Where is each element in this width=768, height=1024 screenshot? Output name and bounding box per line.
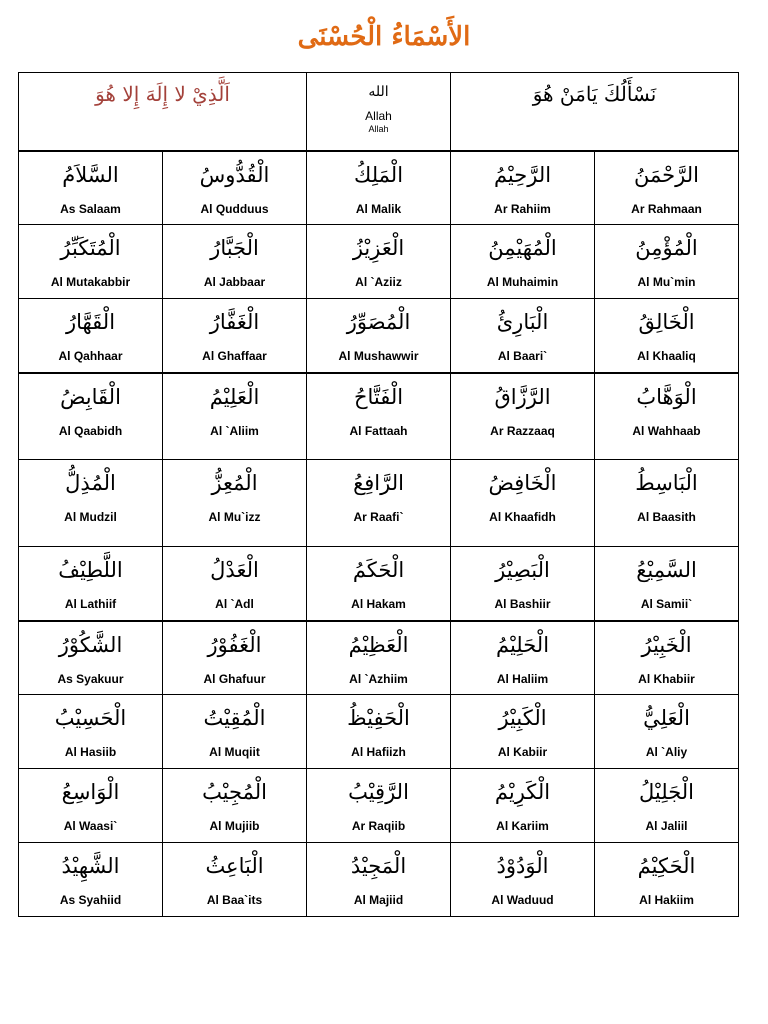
arabic-name: الرَّزَّاقُ [494,384,551,409]
name-cell [19,621,163,695]
header-left-arabic: اَلَّذِيْ لا إِلَهَ إِلا هُوَ [95,82,230,106]
latin-name: Al Malik [355,201,402,216]
name-cell [451,373,595,460]
arabic-name: الْعَلِيُّ [643,706,690,730]
latin-name: Al Mudzil [64,510,117,524]
table-row [19,769,739,843]
latin-name: Al Samii` [640,597,693,611]
arabic-name: الشَّكُوْرُ [58,632,123,657]
name-cell [163,769,307,843]
latin-name: Ar Rahiim [494,201,551,216]
name-cell [595,621,739,695]
arabic-name: الْقُدُّوسُ [199,162,270,187]
arabic-name: الْخَبِيْرُ [641,632,692,657]
arabic-name: الْعَلِيْمُ [209,384,260,409]
latin-name: As Salaam [60,201,121,216]
name-cell [19,460,163,547]
arabic-name: الْحَسِيْبُ [54,706,127,730]
arabic-name: الْخَافِضُ [488,471,557,495]
name-cell [451,769,595,843]
arabic-name: الْحَلِيْمُ [495,632,550,657]
latin-name: Al Baasith [637,510,696,524]
latin-name: Al Khaafidh [489,510,556,524]
arabic-name: الْغَفَّارُ [209,310,260,334]
arabic-name: الْوَاسِعُ [61,780,120,804]
table-row [19,373,739,460]
latin-name: Al Baa`its [206,893,263,907]
name-cell [19,695,163,769]
name-cell [451,843,595,917]
header-left-cell [19,73,307,151]
latin-name: Al `Azhiim [349,671,408,686]
name-cell [451,695,595,769]
arabic-name: الرَّحِيْمُ [493,162,552,187]
name-cell [19,373,163,460]
latin-name: Al Muhaimin [486,275,559,289]
name-cell [19,769,163,843]
arabic-name: الْمُقِيْتُ [203,706,266,730]
latin-name: Al Kariim [496,819,549,833]
header-row [19,73,739,151]
latin-name: Ar Raafi` [353,510,404,524]
name-cell [595,373,739,460]
arabic-name: الْحَفِيْظُ [347,706,410,730]
arabic-name: الْقَابِضُ [60,384,121,409]
name-cell [595,225,739,299]
latin-name: Al Hasiib [64,745,117,759]
latin-name: Al Kabiir [497,745,548,759]
name-cell [451,225,595,299]
arabic-name: الْقَهَّارُ [65,310,116,334]
name-cell [163,299,307,373]
names-body [19,151,739,917]
arabic-name: الْجَبَّارُ [210,236,259,260]
latin-name: Al Hakam [351,597,406,611]
arabic-name: الْخَالِقُ [638,310,695,334]
latin-name: Al Mu`min [637,275,696,289]
table-row [19,547,739,621]
arabic-name: الْحَكَمُ [352,558,405,582]
arabic-name: الْعَزِيْزُ [352,236,405,260]
table-row [19,460,739,547]
arabic-name: الْجَلِيْلُ [639,780,694,804]
arabic-name: الْمُتَكَبِّرُ [60,236,121,260]
arabic-name: الْمَجِيْدُ [350,854,407,878]
arabic-name: الْحَكِيْمُ [637,854,696,878]
latin-name: Al Majiid [353,893,404,907]
latin-name: Al Muqiit [209,745,260,759]
arabic-name: الْمُذِلُّ [65,471,116,495]
latin-name: Al Jaliil [645,819,688,833]
name-cell [307,621,451,695]
name-cell [19,547,163,621]
table-row [19,151,739,225]
name-cell [19,843,163,917]
latin-name: As Syakuur [57,671,124,686]
asmaul-husna-table [18,72,739,917]
name-cell [307,299,451,373]
arabic-name: الْبَاعِثُ [205,854,264,878]
table-row [19,695,739,769]
name-cell [451,621,595,695]
latin-name: Al Jabbaar [203,275,266,289]
name-cell [307,460,451,547]
name-cell [19,225,163,299]
arabic-name: الْمُؤْمِنُ [635,236,698,260]
header-right-arabic: نَسْأَلُكَ يَامَنْ هُوَ [532,82,657,106]
latin-name: Al Khaaliq [637,349,696,363]
arabic-name: الْبَاسِطُ [635,471,698,495]
arabic-name: الشَّهِيْدُ [61,854,120,878]
name-cell [595,299,739,373]
latin-name: Al Mutakabbir [50,275,131,289]
latin-name: Ar Razzaaq [490,423,555,438]
latin-name: Al Mu`izz [208,510,261,524]
latin-name: Al Bashiir [494,597,551,611]
name-cell [307,151,451,225]
name-cell [595,547,739,621]
name-cell [451,151,595,225]
arabic-name: اللَّطِيْفُ [58,558,123,582]
latin-name: Al `Adl [215,597,254,611]
name-cell [19,151,163,225]
latin-name: Al Ghafuur [203,671,266,686]
header-center-arabic: الله [368,84,389,100]
arabic-name: الْمُهَيْمِنُ [488,236,557,260]
name-cell [307,373,451,460]
arabic-name: الْبَصِيْرُ [495,558,550,582]
table-row [19,843,739,917]
name-cell [307,225,451,299]
latin-name: Al Waduud [491,893,554,907]
header-center-latin-small: Allah [368,124,389,134]
header-center-latin: Allah [365,109,392,123]
arabic-name: السَّلاَمُ [62,162,119,187]
latin-name: Al Qaabidh [58,423,123,438]
name-cell [451,460,595,547]
name-cell [163,621,307,695]
name-cell [595,460,739,547]
latin-name: Al Baari` [497,349,548,363]
name-cell [307,547,451,621]
page-title: الأَسْمَاءُ الْحُسْنَى [297,22,471,52]
name-cell [595,769,739,843]
arabic-name: الْعَدْلُ [210,558,259,582]
latin-name: Ar Rahmaan [631,201,702,216]
arabic-name: الْكَبِيْرُ [498,706,547,730]
table-row [19,621,739,695]
name-cell [307,695,451,769]
name-cell [19,299,163,373]
arabic-name: الرَّافِعُ [353,471,404,495]
latin-name: Al Hafiizh [351,745,406,759]
name-cell [307,769,451,843]
arabic-name: الْعَظِيْمُ [348,632,409,657]
latin-name: Al `Aliim [210,423,259,438]
arabic-name: الْفَتَّاحُ [353,384,404,409]
name-cell [595,151,739,225]
latin-name: Al Wahhaab [632,423,701,438]
arabic-name: الْمَلِكُ [354,162,404,187]
name-cell [163,373,307,460]
arabic-name: الْمُصَوِّرُ [346,310,411,334]
name-cell [595,695,739,769]
table-row [19,225,739,299]
name-cell [163,843,307,917]
latin-name: Al Hakiim [639,893,694,907]
arabic-name: الرَّقِيْبُ [348,780,409,804]
header-center-cell [307,73,451,151]
latin-name: Al Haliim [496,671,549,686]
table-row [19,299,739,373]
latin-name: As Syahiid [59,893,122,907]
latin-name: Al Qahhaar [58,349,123,363]
name-cell [163,547,307,621]
latin-name: Al Mushawwir [338,349,419,363]
arabic-name: الْمُجِيْبُ [202,780,267,804]
arabic-name: الْوَدُوْدُ [496,854,549,878]
arabic-name: الْمُعِزُّ [211,471,258,495]
arabic-name: الْكَرِيْمُ [494,780,551,804]
header-right-cell [451,73,739,151]
latin-name: Al Lathiif [64,597,117,611]
arabic-name: السَّمِيْعُ [636,558,697,582]
latin-name: Al Waasi` [63,819,118,833]
name-cell [595,843,739,917]
name-cell [451,547,595,621]
name-cell [451,299,595,373]
name-cell [163,225,307,299]
arabic-name: الْغَفُوْرُ [207,632,262,657]
latin-name: Al Ghaffaar [202,349,267,363]
latin-name: Ar Raqiib [351,819,406,833]
latin-name: Al Mujiib [209,819,260,833]
name-cell [163,151,307,225]
arabic-name: الْوَهَّابُ [636,384,697,409]
latin-name: Al Fattaah [349,423,408,438]
arabic-name: الرَّحْمَنُ [634,162,699,187]
latin-name: Al Khabiir [638,671,695,686]
latin-name: Al Qudduus [200,201,269,216]
arabic-name: الْبَارِئُ [496,310,549,334]
latin-name: Al `Aliy [645,745,688,759]
name-cell [163,460,307,547]
name-cell [163,695,307,769]
name-cell [307,843,451,917]
latin-name: Al `Aziiz [355,275,402,289]
